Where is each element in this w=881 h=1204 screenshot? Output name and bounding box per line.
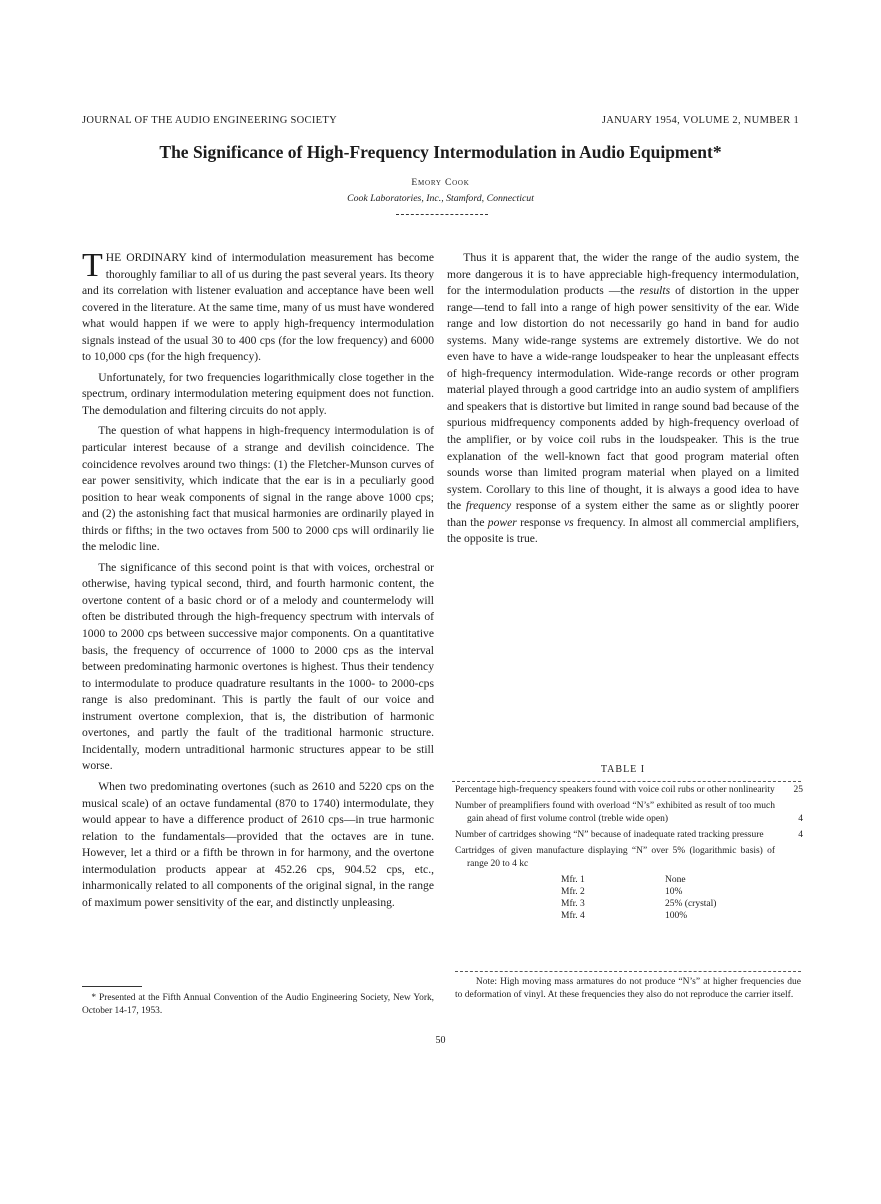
article-title: The Significance of High-Frequency Intermodulation in Audio Equipment* <box>159 142 722 162</box>
manufacturer-value: 10% <box>665 887 683 897</box>
manufacturer-row <box>455 898 803 910</box>
paragraph-1 <box>82 247 434 366</box>
paragraph-6 <box>447 250 799 548</box>
manufacturer-row <box>455 874 803 886</box>
table-row-desc: Number of cartridges showing “N” because of inadequate rated tracking pressure <box>455 830 764 840</box>
paragraph-6-italic-vs: vs <box>564 515 574 529</box>
table-row-value: 4 <box>798 830 803 840</box>
running-head-right: JANUARY 1954, VOLUME 2, NUMBER 1 <box>601 115 799 126</box>
body-column-left <box>82 247 434 915</box>
manufacturer-name: Mfr. 2 <box>561 887 585 897</box>
table-1 <box>455 784 803 922</box>
paragraph-4: The significance of this second point is that with voices, orchestral or otherwise, having typical second, third, and fourth harmonic content, the overtone content of a basic chord or of a melody and countermelody will often be distributed through the high-frequency spectrum with intervals of 1000 to 2000 cps between successive major components. On a quantitative basis, the frequency of occurrence of 1000 to 2000 cps as the interval between predominating harmonic overtones is highest. Thus their tendency to intermodulate to produce quadrature resultants in the 1000- to 2000-cps range is also predominant. This is partly the fault of our voice and instrument overtone complexion, that is, the distribution of harmonic overtones, and partly the fault of the traditional harmonic structure. Incidentally, modern untraditional harmonic structures appear to be still worse. <box>82 560 434 773</box>
manufacturer-row <box>455 886 803 898</box>
table-rule-bottom <box>455 971 801 972</box>
drop-cap: T <box>82 247 103 284</box>
paragraph-6-italic-frequency: frequency <box>465 499 512 513</box>
title-divider <box>396 214 488 215</box>
manufacturer-name: Mfr. 4 <box>561 911 585 921</box>
table-row-value: 25 <box>793 785 803 795</box>
paragraph-6-text-e: frequency. In almost all commercial amplifiers, the opposite is true. <box>447 515 799 546</box>
footnote-rule <box>82 986 142 987</box>
paragraph-6-text-c: response of a system either the same as or slightly poorer than the <box>447 499 800 529</box>
footnote: * Presented at the Fifth Annual Convention of the Audio Engineering Society, New York, October 14-17, 1953. <box>82 993 434 1016</box>
table-title: TABLE I <box>600 764 646 775</box>
table-row <box>455 829 803 842</box>
paragraph-6-text-b: of distortion in the upper range—tend to fall into a range of high power sensitivity of the ear. Wide range and low distortion do not necessarily go hand in band for audio systems. Many wide-range systems are extremely distortive. We do not even have to have a wide-range loudspeaker to hear the unpleasant effects of high-frequency intermodulation. Wide-range records or other program material played through a good cartridge into an audio system of amplifiers and speakers that is distortive but limited in range sound bad because of the spurious midfrequency components added by high-frequency overload of the amplifier, or by voice coil rubs in the loudspeaker. This is the true explanation of the well-known fact that good program material often sounds worse than limited program material when played on a limited system. Corollary to this line of thought, it is always a good idea to have the <box>447 284 799 513</box>
table-row-desc: Cartridges of given manufacture displaying “N” over 5% (logarithmic basis) of range 20 to 4 kc <box>455 846 775 869</box>
table-row-desc: Number of preamplifiers found with overload “N’s” exhibited as result of too much gain ahead of first volume control (treble wide open) <box>455 801 775 824</box>
paragraph-1-text: HE ORDINARY kind of intermodulation measurement has become thoroughly familiar to all of us during the past several years. Its theory and its correlation with listener evaluation and acceptance have been well covered in the literature. At the same time, many of us must have wondered what would happen if we were to apply high-frequency intermodulation signals instead of the usual 30 to 400 cps (for the low frequency) and 6000 to 10,000 cps (for the high frequency). <box>82 251 434 364</box>
paragraph-2: Unfortunately, for two frequencies logarithmically close together in the spectrum, ordinary intermodulation metering equipment does not function. The demodulation and filtering circuits do not apply. <box>82 370 434 417</box>
table-row <box>455 784 803 797</box>
manufacturer-row <box>455 910 803 922</box>
paragraph-6-text-d: response <box>516 515 565 529</box>
manufacturer-name: Mfr. 1 <box>561 875 585 885</box>
paragraph-6-italic-power: power <box>487 515 517 529</box>
manufacturer-value: 25% (crystal) <box>665 899 717 909</box>
running-head-left: JOURNAL OF THE AUDIO ENGINEERING SOCIETY <box>82 115 337 126</box>
manufacturer-name: Mfr. 3 <box>561 899 585 909</box>
table-note: Note: High moving mass armatures do not produce “N’s” at higher frequencies due to deformation of vinyl. At these frequencies they also do not reproduce the carrier itself. <box>455 977 801 1000</box>
manufacturer-value: 100% <box>665 911 688 921</box>
author-affiliation: Cook Laboratories, Inc., Stamford, Connecticut <box>347 193 534 204</box>
paragraph-6-text-a: Thus it is apparent that, the wider the range of the audio system, the more dangerous it is to have appreciable high-frequency intermodulation, for the intermodulation products —the <box>447 251 799 298</box>
paragraph-3: The question of what happens in high-frequency intermodulation is of particular interest because of a strange and devilish coincidence. The coincidence revolves around two things: (1) the Fletcher-Munson curves of ear power sensitivity, which indicate that the ear is in a peculiarly good position to hear weak components of signal in the range above 1000 cps; and (2) the astonishing fact that musical harmonies are ordinarily played in thirds or fifths; in the two octaves from 500 to 2000 cps will ordinarily lie the melodic line. <box>82 424 434 554</box>
table-rule-top <box>452 781 801 782</box>
table-row-desc: Percentage high-frequency speakers found with voice coil rubs or other nonlinearity <box>455 785 775 795</box>
page-number: 50 <box>435 1035 446 1046</box>
paragraph-5: When two predominating overtones (such as 2610 and 5220 cps on the musical scale) of an octave fundamental (870 to 1740) intermodulate, they would appear to have a difference product of 2610 cps—in true harmonic relation to the fundamentals—provided that the octaves are in tune. However, let a third or a fifth be thrown in for harmony, and the overtone intermodulation products appear at 452.26 cps, 904.52 cps, etc., inharmonically related to all components of the original signal, in the range of maximum power sensitivity of the ear, and distinctly unpleasing. <box>82 779 434 909</box>
manufacturer-value: None <box>665 875 686 885</box>
table-row <box>455 800 803 826</box>
author-name: Emory Cook <box>411 178 470 188</box>
table-row-value: 4 <box>798 814 803 824</box>
body-column-right <box>447 250 799 552</box>
table-row <box>455 845 803 871</box>
paragraph-6-italic-results: results <box>639 284 671 298</box>
